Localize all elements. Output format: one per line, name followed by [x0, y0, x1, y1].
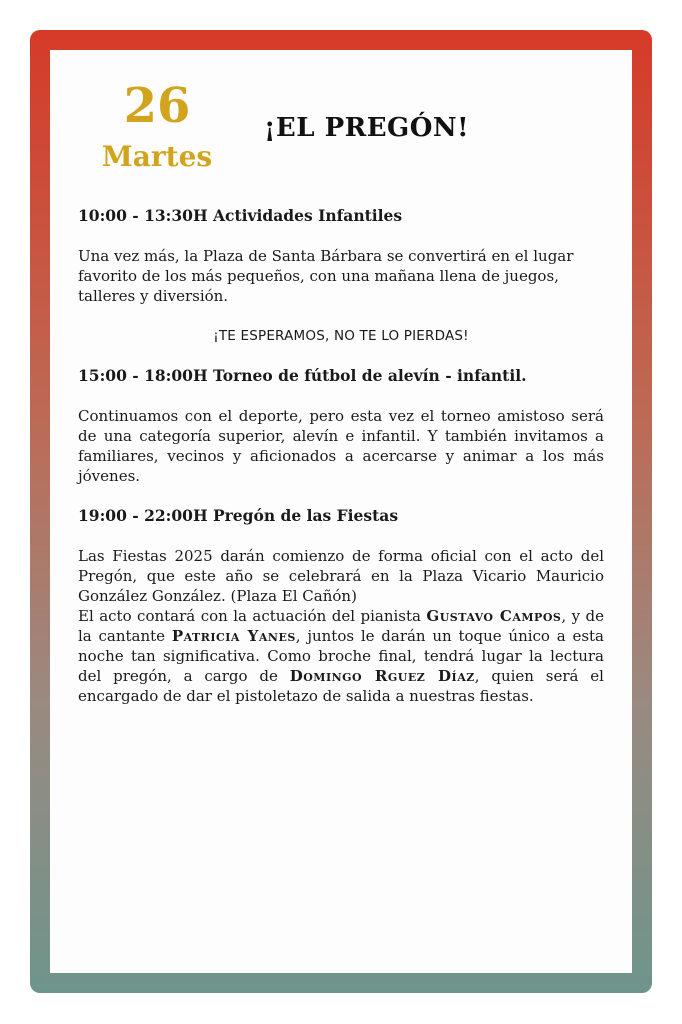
event-heading-2: 15:00 - 18:00H Torneo de fútbol de alevín - infantil.: [78, 366, 527, 385]
event-text-2: Continuamos con el deporte, pero esta vez el torneo amistoso será de una categoría superior, alevín e infantil. Y también invitamos a familiares, vecinos y aficionados a acercarse y animar a los más jóvenes.: [78, 407, 604, 485]
date-number: 26: [123, 78, 191, 134]
text-segment: El acto contará con la actuación del pianista: [78, 607, 427, 625]
text-segment: , juntos le darán un toque único a esta noche tan significativa. Como broche final, tendrá lugar la lectura del pregón, a cargo de: [78, 627, 604, 685]
text-segment: , quien será el encargado de dar el pistoletazo de salida a nuestras fiestas.: [78, 667, 604, 705]
event-text-3b: [78, 606, 604, 706]
program-content: [78, 206, 604, 706]
event-text-3: Las Fiestas 2025 darán comienzo de forma oficial con el acto del Pregón, que este año se celebrará en la Plaza Vicario Mauricio González González. (Plaza El Cañón): [78, 547, 604, 605]
event-heading-3: 19:00 - 22:00H Pregón de las Fiestas: [78, 506, 399, 525]
event-text-1: Una vez más, la Plaza de Santa Bárbara se convertirá en el lugar favorito de los más pequeños, con una mañana llena de juegos, talleres y diversión.: [78, 247, 574, 305]
herald-name: Domingo Rguez Díaz: [289, 667, 475, 685]
page-title: ¡EL PREGÓN!: [264, 113, 470, 143]
text-segment: , y de la cantante: [78, 607, 604, 645]
pianist-name: Gustavo Campos: [426, 607, 562, 625]
event-heading-1: 10:00 - 13:30H Actividades Infantiles: [78, 206, 403, 225]
date-day: Martes: [101, 140, 213, 173]
event-callout: ¡TE ESPERAMOS, NO TE LO PIERDAS!: [213, 328, 469, 344]
singer-name: Patricia Yanes: [171, 627, 296, 645]
